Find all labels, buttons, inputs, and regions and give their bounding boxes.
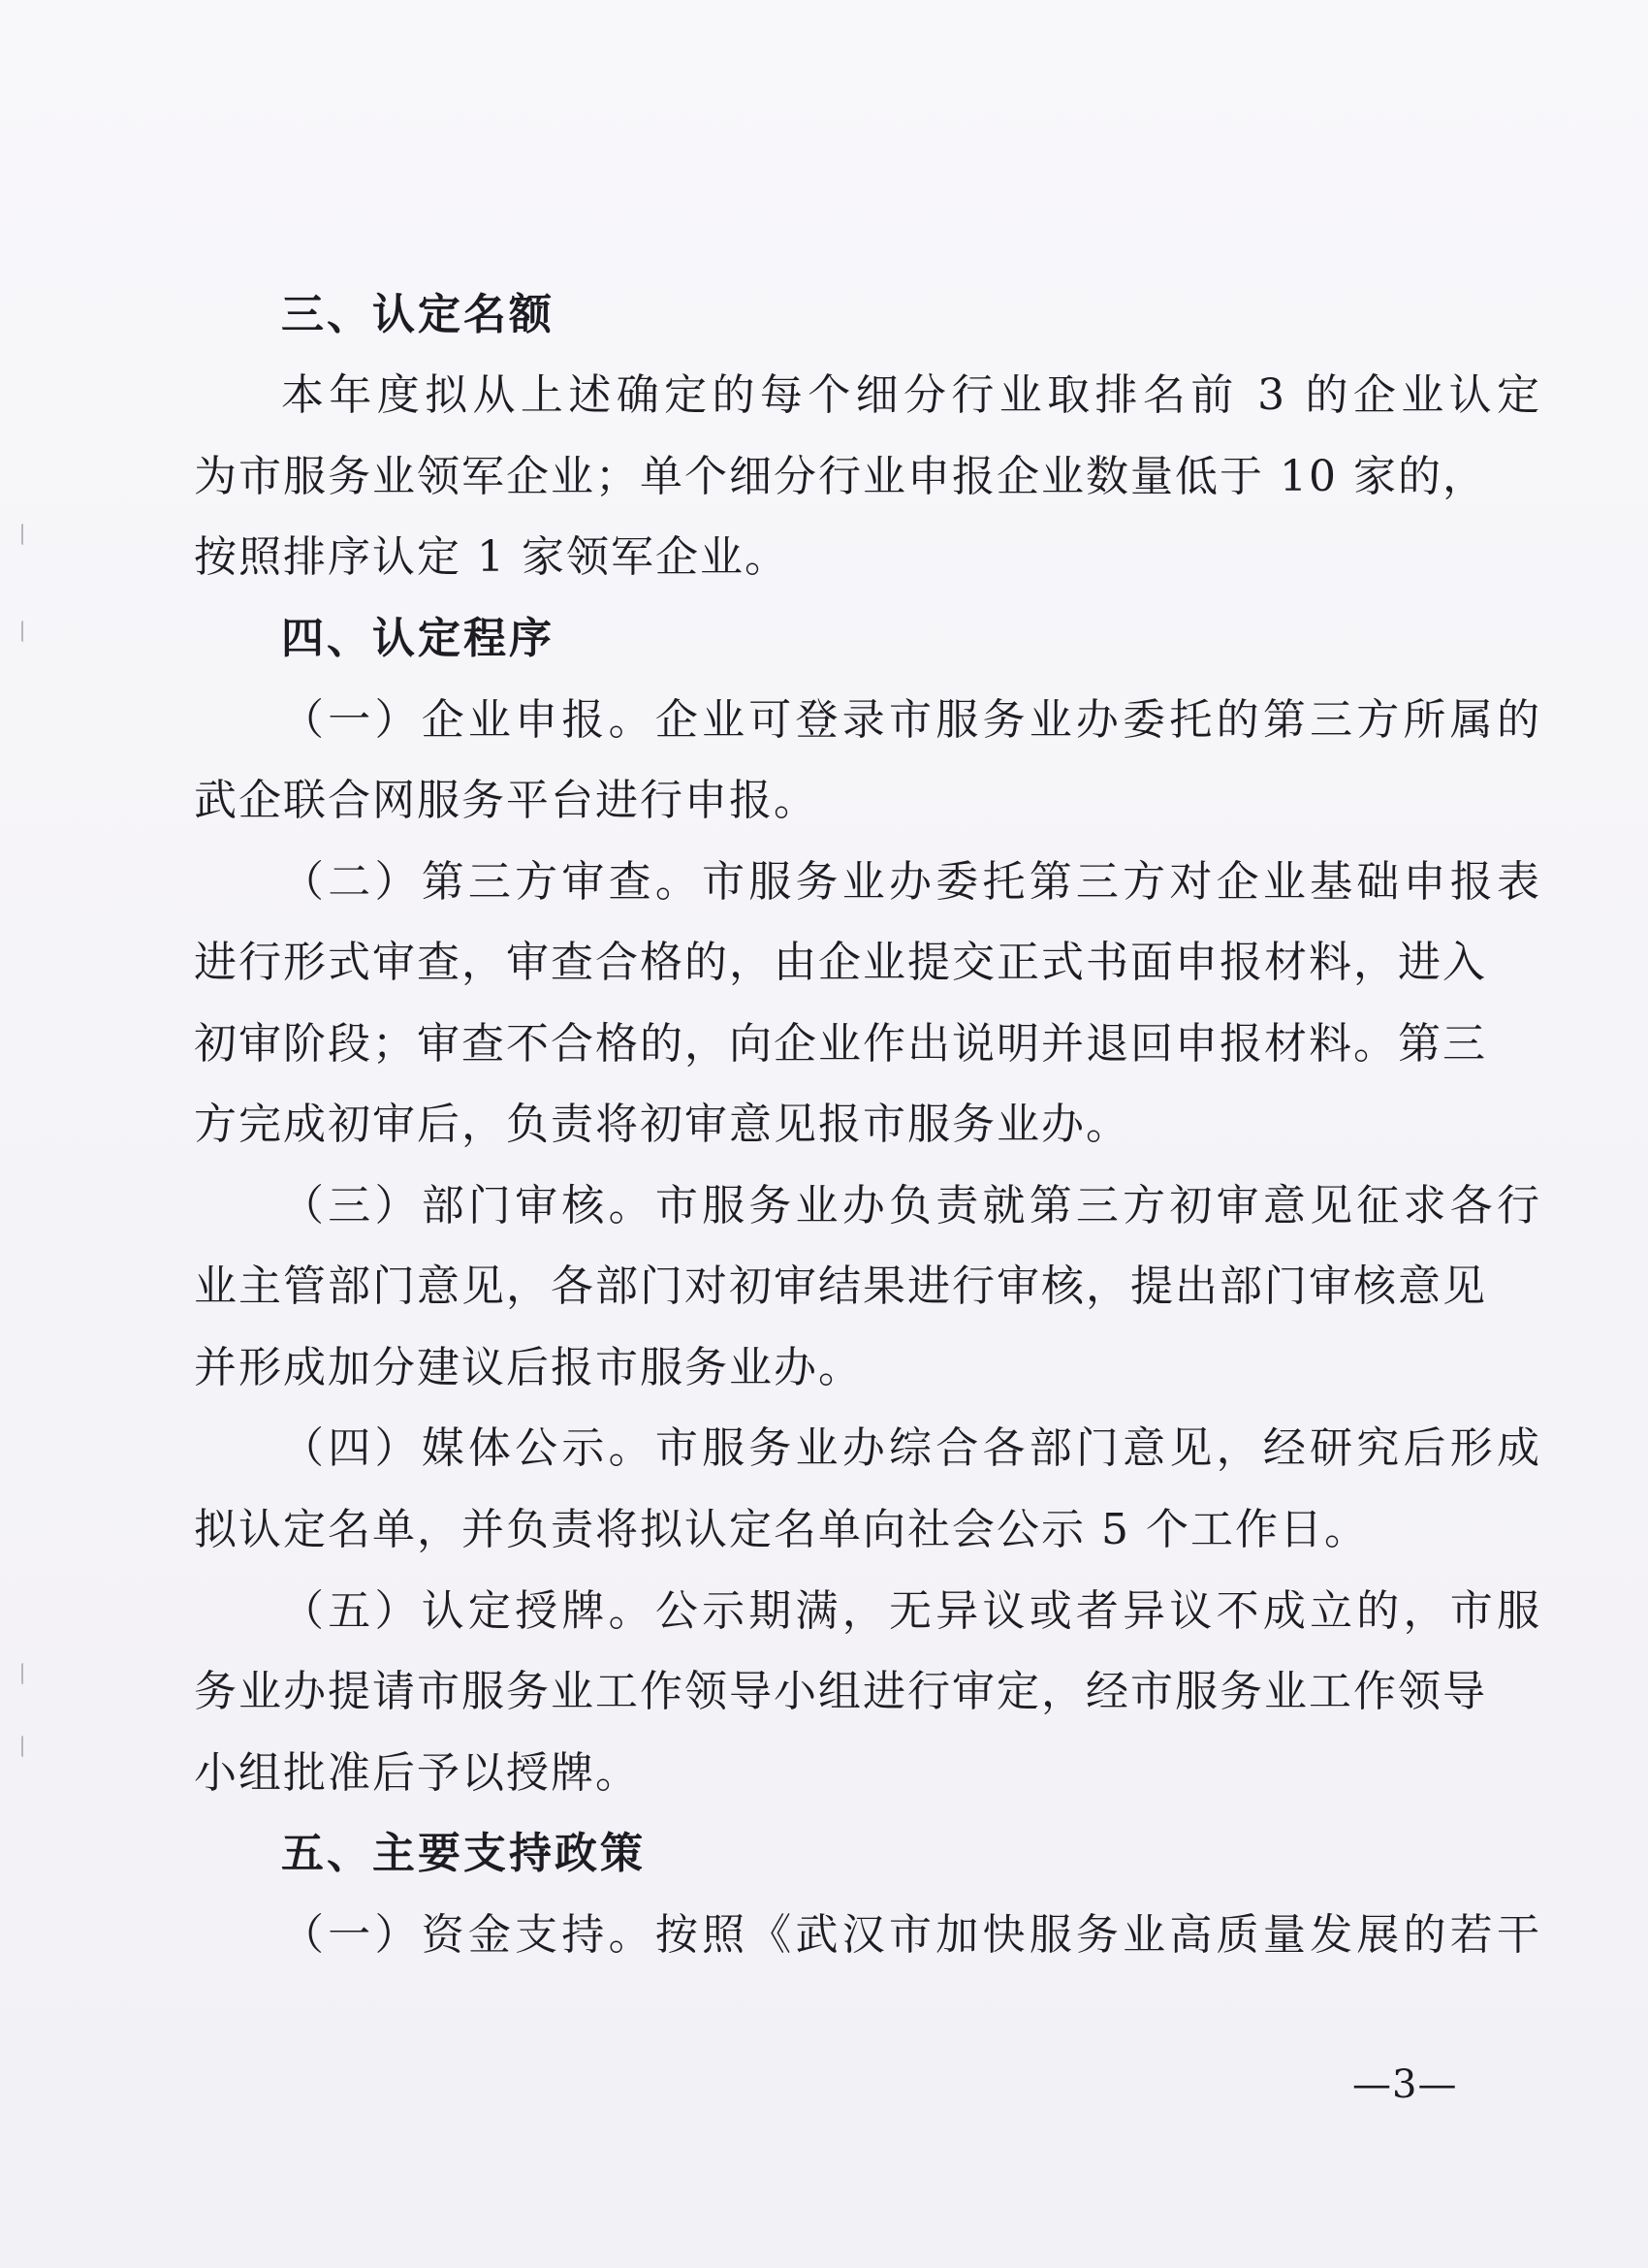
section-heading-support-policy: 五、主要支持政策	[281, 1829, 646, 1878]
paragraph-line: （一）企业申报。企业可登录市服务业办委托的第三方所属的	[281, 695, 1541, 745]
paragraph-line: 并形成加分建议后报市服务业办。	[194, 1343, 863, 1392]
paragraph-line: （三）部门审核。市服务业办负责就第三方初审意见征求各行	[281, 1181, 1541, 1230]
binding-hole-mark	[21, 524, 29, 545]
paragraph-line: 武企联合网服务平台进行申报。	[194, 776, 818, 825]
paragraph-line: 按照排序认定 1 家领军企业。	[194, 532, 789, 582]
paragraph-line: 本年度拟从上述确定的每个细分行业取排名前 3 的企业认定	[281, 370, 1541, 420]
paragraph-line: 业主管部门意见，各部门对初审结果进行审核，提出部门审核意见	[194, 1262, 1487, 1311]
binding-hole-mark	[21, 1736, 29, 1757]
paragraph-line: （四）媒体公示。市服务业办综合各部门意见，经研究后形成	[281, 1423, 1541, 1473]
section-heading-procedure: 四、认定程序	[281, 614, 555, 663]
paragraph-line: 小组批准后予以授牌。	[194, 1748, 640, 1798]
paragraph-line: 方完成初审后，负责将初审意见报市服务业办。	[194, 1100, 1130, 1149]
paragraph-line: （五）认定授牌。公示期满，无异议或者异议不成立的，市服	[281, 1586, 1541, 1636]
section-heading-quota: 三、认定名额	[281, 290, 555, 339]
paragraph-line: 拟认定名单，并负责将拟认定名单向社会公示 5 个工作日。	[194, 1505, 1369, 1554]
paragraph-line: （二）第三方审查。市服务业办委托第三方对企业基础申报表	[281, 857, 1541, 907]
binding-hole-mark	[21, 621, 29, 642]
binding-hole-mark	[21, 1663, 29, 1684]
page-number: —3—	[1352, 2062, 1458, 2107]
paragraph-line: 务业办提请市服务业工作领导小组进行审定，经市服务业工作领导	[194, 1667, 1487, 1716]
paragraph-line: 为市服务业领军企业；单个细分行业申报企业数量低于 10 家的，	[194, 452, 1487, 501]
paragraph-line: （一）资金支持。按照《武汉市加快服务业高质量发展的若干	[281, 1910, 1541, 1960]
paragraph-line: 初审阶段；审查不合格的，向企业作出说明并退回申报材料。第三	[194, 1019, 1487, 1069]
paragraph-line: 进行形式审查，审查合格的，由企业提交正式书面申报材料，进入	[194, 938, 1487, 987]
